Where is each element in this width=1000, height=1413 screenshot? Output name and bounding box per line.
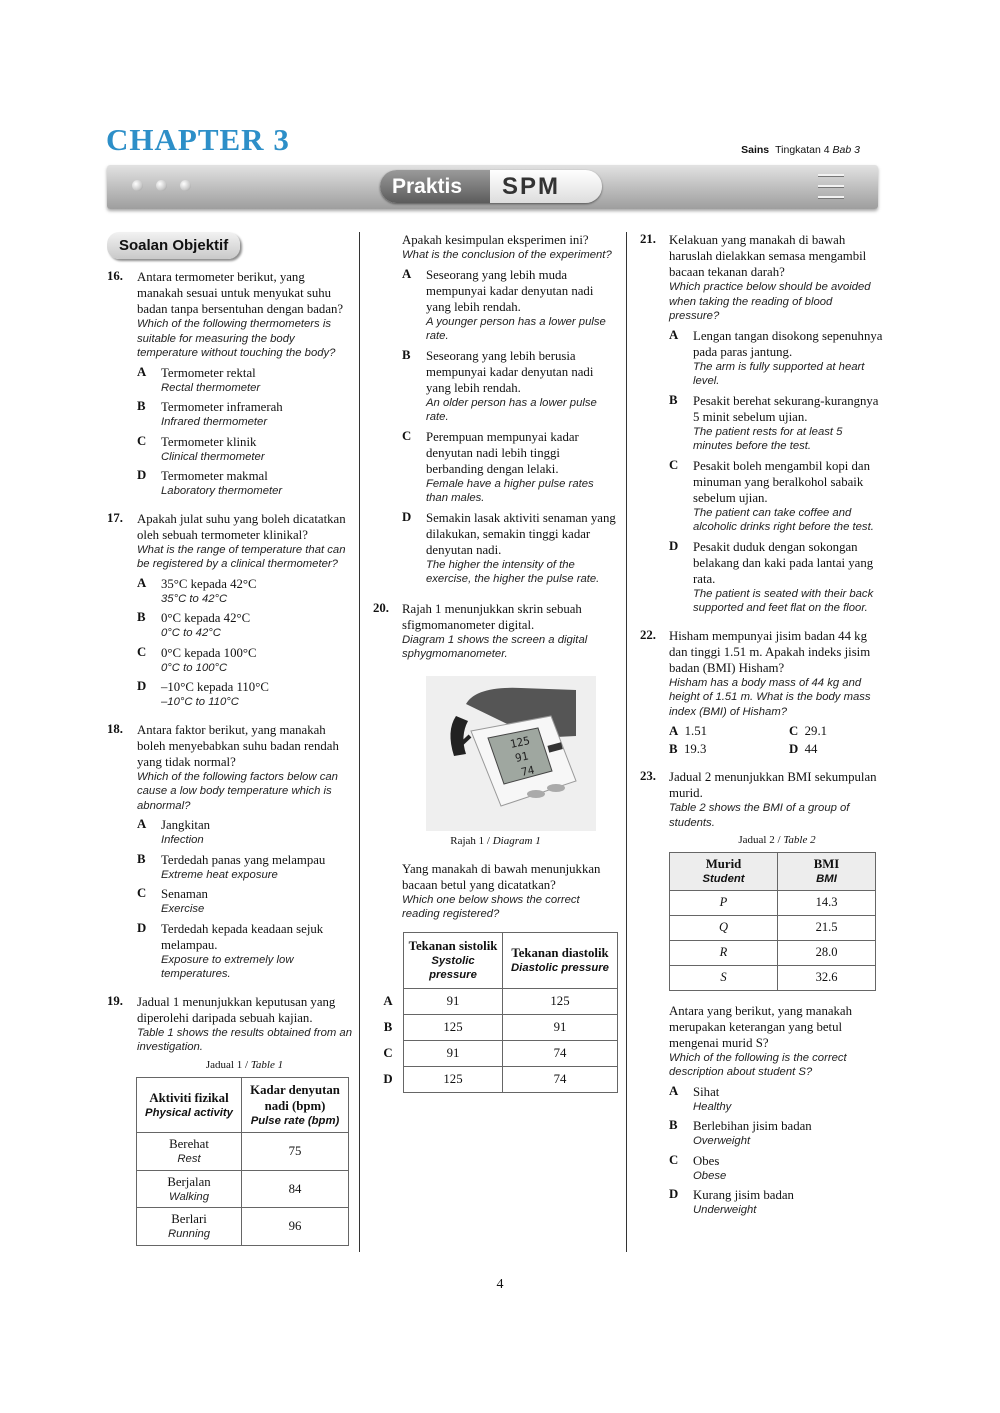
option-text-en: 0°C to 42°C (161, 627, 221, 639)
table-header (778, 853, 876, 891)
option-value: 44 (804, 742, 818, 756)
question-stem-en: Which of the following is the correct description about student S? (669, 1051, 847, 1078)
lcd-pulse: 74 (519, 762, 536, 779)
option-letter: C (669, 1152, 679, 1167)
option-text-ms: 35°C kepada 42°C (161, 576, 257, 591)
table-row[interactable] (373, 1040, 618, 1066)
header-en: Student (702, 873, 745, 885)
table-header (137, 1077, 242, 1133)
option-a[interactable] (669, 1084, 885, 1115)
caption-ms: Rajah 1 / (450, 834, 493, 847)
table-header (503, 932, 618, 988)
caption-en: Table 1 (250, 1058, 284, 1071)
option-text-en: 35°C to 42°C (161, 592, 228, 605)
option-value: 29.1 (804, 724, 828, 738)
option-b[interactable] (669, 393, 885, 454)
option-b[interactable] (402, 348, 618, 425)
option-text-en: The patient is seated with their back supported and feet flat on the floor. (693, 587, 874, 614)
question-stem-ms: Apakah kesimpulan eksperimen ini? (402, 233, 589, 247)
question-18 (107, 722, 352, 982)
option-text-en: Extreme heat exposure (161, 868, 278, 881)
question-text-en: Hisham has a body mass of 44 kg and height of 1.51 m. What is the body mass index (BMI) of Hisham? (669, 676, 871, 718)
option-text-ms: Termometer rektal (161, 365, 256, 380)
page-number: 4 (496, 1277, 504, 1292)
table-caption (137, 1059, 352, 1071)
option-letter: A (669, 327, 679, 342)
header-en: Diastolic pressure (511, 961, 609, 974)
option-text-ms: –10°C kepada 110°C (161, 680, 269, 694)
option-letter: A (383, 994, 393, 1008)
cell-systolic: 125 (404, 1066, 503, 1092)
option-text-ms: Jangkitan (161, 818, 211, 832)
option-text-ms: Terdedah panas yang melampau (161, 852, 326, 867)
option-text-en: 0°C to 100°C (161, 661, 228, 674)
option-text-en: Female have a higher pulse rates than males. (426, 477, 594, 504)
option-letter: B (137, 851, 146, 866)
subject-form: Tingkatan 4 (775, 144, 830, 156)
praktis-label: Praktis (380, 170, 490, 203)
question-20-stem (373, 861, 618, 922)
option-text-ms: Obes (693, 1153, 720, 1168)
question-text-en: Which of the following thermometers is suitable for measuring the body temperature without touching the body? (137, 318, 336, 359)
question-17 (107, 511, 352, 710)
cell-systolic: 125 (404, 1014, 503, 1040)
option-letter: D (383, 1072, 393, 1086)
option-letter: A (669, 1083, 679, 1098)
option-b[interactable] (137, 399, 352, 430)
cell-en: Walking (169, 1190, 209, 1203)
option-b[interactable] (669, 741, 789, 757)
option-text-en: Healthy (693, 1100, 732, 1113)
option-letter: A (137, 364, 147, 379)
question-text-ms: Hisham mempunyai jisim badan 44 kg dan tinggi 1.51 m. Apakah indeks jisim badan (BMI) Hisham? (669, 628, 871, 675)
question-text-ms: Jadual 1 menunjukkan keputusan yang diperolehi daripada sebuah kajian. (137, 994, 336, 1025)
table-row (137, 1208, 349, 1246)
option-letter: B (669, 1118, 678, 1132)
header-ms: BMI (813, 857, 840, 871)
option-a[interactable] (402, 267, 618, 344)
subject-name: Sains (741, 144, 770, 156)
question-19-continued (373, 232, 618, 587)
cell-ms: Berlari (171, 1212, 207, 1226)
answer-table (373, 932, 618, 1093)
cell-en: Running (167, 1228, 211, 1240)
option-c[interactable] (137, 645, 352, 676)
section-title: Soalan Objektif (107, 232, 240, 259)
question-text-ms: Antara faktor berikut, yang manakah boleh menyebabkan suhu badan rendah yang tidak normal? (137, 722, 339, 769)
cell-value: 75 (242, 1133, 349, 1171)
cell-student: S (670, 965, 778, 990)
option-text-en: Infrared thermometer (161, 416, 268, 428)
option-text-en: The higher the intensity of the exercise, the higher the pulse rate. (426, 558, 600, 585)
lcd-diastolic: 91 (513, 748, 530, 765)
cell-diastolic: 74 (503, 1040, 618, 1066)
subject-bab: Bab 3 (832, 144, 860, 156)
menu-line-icon (818, 196, 844, 199)
table-row[interactable] (373, 1014, 618, 1040)
table-1 (136, 1077, 349, 1246)
question-text-ms: Kelakuan yang manakah di bawah haruslah dielakkan semasa mengambil bacaan tekanan darah? (669, 233, 867, 279)
table-2 (669, 852, 876, 991)
option-text-en: Laboratory thermometer (161, 485, 283, 497)
caption-ms: Jadual 2 / (738, 834, 784, 846)
table-header (242, 1077, 349, 1133)
question-number: 19. (107, 993, 123, 1008)
option-text-ms: 0°C kepada 42°C (161, 611, 251, 625)
table-row[interactable] (373, 988, 618, 1014)
header-en: Pulse rate (bpm) (250, 1114, 340, 1127)
table-row (670, 965, 876, 990)
question-number: 21. (640, 232, 656, 246)
option-c[interactable] (137, 434, 352, 465)
option-d[interactable] (789, 741, 899, 757)
option-letter: B (402, 347, 411, 362)
cell-bmi: 21.5 (778, 915, 876, 940)
question-number: 17. (107, 510, 123, 525)
option-letter: B (137, 399, 146, 413)
option-d[interactable] (137, 468, 352, 499)
table-header (670, 853, 778, 891)
table-row[interactable] (373, 1066, 618, 1092)
option-c[interactable] (137, 886, 352, 917)
praktis-spm-badge (380, 170, 602, 203)
column-2 (373, 232, 618, 1093)
option-value: 19.3 (683, 742, 707, 756)
header-ms: Tekanan sistolik (408, 938, 498, 953)
option-text-en: A younger person has a lower pulse rate. (426, 315, 606, 342)
option-text-en: The patient can take coffee and alcoholic drinks right before the test. (693, 506, 874, 533)
header-ms: Kadar denyutan nadi (bpm) (250, 1082, 340, 1113)
option-text-ms: Terdedah kepada keadaan sejuk melampau. (161, 921, 324, 952)
option-c[interactable] (789, 723, 899, 739)
column-3 (640, 232, 885, 1230)
question-text-ms: Antara termometer berikut, yang manakah sesuai untuk menyukat suhu badan tanpa bersentuhan dengan badan? (137, 270, 344, 316)
sphygmomanometer-icon (426, 676, 596, 831)
question-text-en: Table 1 shows the results obtained from an investigation. (137, 1026, 352, 1053)
option-b[interactable] (669, 1118, 885, 1149)
options-grid (669, 723, 885, 757)
question-text-ms: Rajah 1 menunjukkan skrin sebuah sfigmomanometer digital. (402, 601, 582, 632)
option-text-ms: Lengan tangan disokong sepenuhnya pada paras jantung. (693, 328, 883, 359)
header-ms: Tekanan diastolik (511, 945, 609, 960)
option-letter: C (383, 1046, 393, 1060)
cell-en: Rest (177, 1153, 201, 1165)
chapter-title: CHAPTER 3 (106, 122, 290, 157)
question-23 (640, 769, 885, 1218)
option-text-ms: Semakin lasak aktiviti senaman yang dilakukan, semakin tinggi kadar denyutan nadi. (426, 510, 616, 557)
header-ms: Murid (705, 857, 742, 871)
cell-value: 96 (242, 1208, 349, 1246)
option-letter: B (669, 742, 678, 756)
caption-en: Table 2 (783, 834, 816, 846)
option-text-ms: 0°C kepada 100°C (161, 645, 257, 660)
option-letter: C (789, 724, 799, 738)
column-divider (626, 232, 627, 1252)
option-letter: B (383, 1020, 393, 1034)
column-1 (107, 232, 352, 1246)
option-a[interactable] (137, 817, 352, 848)
option-value: 1.51 (684, 724, 708, 738)
question-21 (640, 232, 885, 616)
table-header (404, 932, 503, 988)
question-text-en: Table 2 shows the BMI of a group of students. (669, 802, 850, 829)
option-text-en: An older person has a lower pulse rate. (426, 396, 597, 423)
option-a[interactable] (137, 576, 352, 607)
table-row (670, 915, 876, 940)
question-number: 20. (373, 600, 389, 615)
option-letter: C (669, 457, 679, 472)
option-letter: C (137, 644, 147, 659)
cell-diastolic: 74 (503, 1066, 618, 1092)
option-text-en: Exposure to extremely low temperatures. (161, 953, 294, 980)
cell-diastolic: 125 (503, 988, 618, 1014)
option-text-ms: Termometer klinik (161, 434, 257, 449)
cell-bmi: 14.3 (778, 890, 876, 915)
option-d[interactable] (402, 510, 618, 587)
dot-icon (132, 180, 143, 191)
option-text-en: Clinical thermometer (161, 450, 265, 463)
option-text-ms: Kurang jisim badan (693, 1188, 794, 1202)
option-d[interactable] (669, 1187, 885, 1218)
option-text-ms: Seseorang yang lebih berusia mempunyai kadar denyutan nadi yang lebih rendah. (426, 348, 594, 395)
table-row (670, 940, 876, 965)
question-text-ms: Jadual 2 menunjukkan BMI sekumpulan murid. (669, 770, 877, 800)
option-letter: A (137, 817, 147, 831)
option-b[interactable] (137, 610, 352, 641)
option-text-en: The patient rests for at least 5 minutes before the test. (693, 425, 843, 452)
question-number: 23. (640, 769, 656, 783)
header-en: BMI (816, 873, 837, 885)
option-a[interactable] (137, 365, 352, 396)
header-en: Systolic pressure (429, 954, 477, 981)
option-letter: A (137, 575, 147, 590)
option-d[interactable] (137, 679, 352, 710)
question-text-en: Diagram 1 shows the screen a digital sphygmomanometer. (402, 633, 588, 660)
option-c[interactable] (402, 429, 618, 506)
question-number: 16. (107, 269, 123, 283)
option-letter: B (137, 610, 146, 624)
question-number: 22. (640, 627, 656, 642)
option-letter: B (669, 392, 678, 407)
option-text-ms: Pesakit berehat sekurang-kurangnya 5 minit sebelum ujian. (693, 393, 879, 424)
cell-systolic: 91 (404, 988, 503, 1014)
cell-value: 84 (242, 1170, 349, 1208)
option-letter: D (137, 920, 147, 935)
spm-label: SPM (502, 173, 561, 200)
option-text-ms: Pesakit duduk dengan sokongan belakang dan kaki pada lantai yang rata. (693, 539, 874, 586)
question-text-en: Which practice below should be avoided when taking the reading of blood pressure? (669, 281, 871, 322)
cell-ms: Berjalan (167, 1174, 211, 1189)
question-20 (373, 601, 618, 662)
question-stem-ms: Yang manakah di bawah menunjukkan bacaan betul yang dicatatkan? (402, 861, 601, 892)
option-text-en: Overweight (693, 1135, 751, 1147)
table-row (670, 890, 876, 915)
question-number: 18. (107, 721, 123, 736)
option-text-en: Rectal thermometer (161, 381, 261, 394)
header-en: Physical activity (145, 1106, 233, 1119)
option-text-ms: Berlebihan jisim badan (693, 1119, 812, 1133)
subject-label (741, 144, 860, 156)
lcd-systolic: 125 (508, 733, 532, 751)
option-text-en: Exercise (161, 903, 205, 915)
question-stem-en: Which one below shows the correct reading registered? (402, 893, 580, 920)
sphygmomanometer-image (426, 676, 596, 831)
option-letter: A (669, 724, 679, 738)
question-text-en: What is the range of temperature that can be registered by a clinical thermometer? (137, 543, 346, 570)
option-letter: D (669, 1187, 679, 1201)
menu-line-icon (818, 185, 844, 188)
option-text-ms: Seseorang yang lebih muda mempunyai kadar denyutan nadi yang lebih rendah. (426, 267, 594, 314)
diagram-caption (373, 835, 618, 847)
question-stem-en: What is the conclusion of the experiment? (402, 249, 612, 261)
option-letter: D (402, 509, 412, 524)
option-letter: C (402, 428, 412, 443)
menu-line-icon (818, 174, 844, 177)
option-b[interactable] (137, 852, 352, 883)
cell-bmi: 28.0 (778, 940, 876, 965)
option-text-ms: Pesakit boleh mengambil kopi dan minuman yang beralkohol sabaik sebelum ujian. (693, 458, 870, 505)
table-row (137, 1133, 349, 1171)
question-19 (107, 994, 352, 1071)
cell-bmi: 32.6 (778, 965, 876, 990)
option-text-ms: Termometer makmal (161, 469, 268, 483)
caption-en: Diagram 1 (492, 834, 541, 847)
option-letter: D (789, 742, 799, 756)
option-letter: C (137, 433, 147, 448)
table-caption (669, 834, 885, 846)
option-text-en: –10°C to 110°C (161, 696, 239, 708)
option-letter: D (137, 468, 147, 482)
option-text-ms: Senaman (161, 887, 208, 901)
question-16 (107, 269, 352, 499)
cell-student: Q (670, 915, 778, 940)
question-text-ms: Apakah julat suhu yang boleh dicatatkan oleh sebuah termometer klinikal? (137, 511, 346, 542)
option-letter: D (669, 538, 679, 553)
option-text-ms: Perempuan mempunyai kadar denyutan nadi lebih tinggi berbanding dengan lelaki. (426, 429, 579, 476)
header-ms: Aktiviti fizikal (149, 1090, 229, 1105)
question-text-en: Which of the following factors below can cause a low body temperature which is abnormal? (137, 770, 338, 812)
option-text-ms: Sihat (693, 1084, 720, 1099)
cell-student: P (670, 890, 778, 915)
option-d[interactable] (137, 921, 352, 982)
option-a[interactable] (669, 723, 789, 739)
dot-icon (180, 180, 191, 191)
question-stem-ms: Antara yang berikut, yang manakah merupakan keterangan yang betul mengenai murid S? (669, 1003, 852, 1050)
option-letter: D (137, 679, 147, 693)
cell-student: R (670, 940, 778, 965)
cell-ms: Berehat (169, 1137, 209, 1151)
question-22 (640, 628, 885, 758)
cell-diastolic: 91 (503, 1014, 618, 1040)
option-c[interactable] (669, 458, 885, 535)
option-text-ms: Termometer inframerah (161, 400, 283, 414)
column-divider (359, 232, 360, 1252)
option-c[interactable] (669, 1153, 885, 1184)
caption-ms: Jadual 1 / (205, 1058, 251, 1071)
option-text-en: Obese (693, 1169, 727, 1182)
option-text-en: Infection (161, 834, 204, 846)
option-letter: A (402, 266, 412, 281)
option-letter: C (137, 886, 147, 900)
option-text-en: Underweight (693, 1204, 757, 1216)
option-a[interactable] (669, 328, 885, 389)
option-text-en: The arm is fully supported at heart level. (693, 360, 865, 387)
cell-systolic: 91 (404, 1040, 503, 1066)
option-d[interactable] (669, 539, 885, 616)
table-row (137, 1170, 349, 1208)
dot-icon (156, 180, 167, 191)
